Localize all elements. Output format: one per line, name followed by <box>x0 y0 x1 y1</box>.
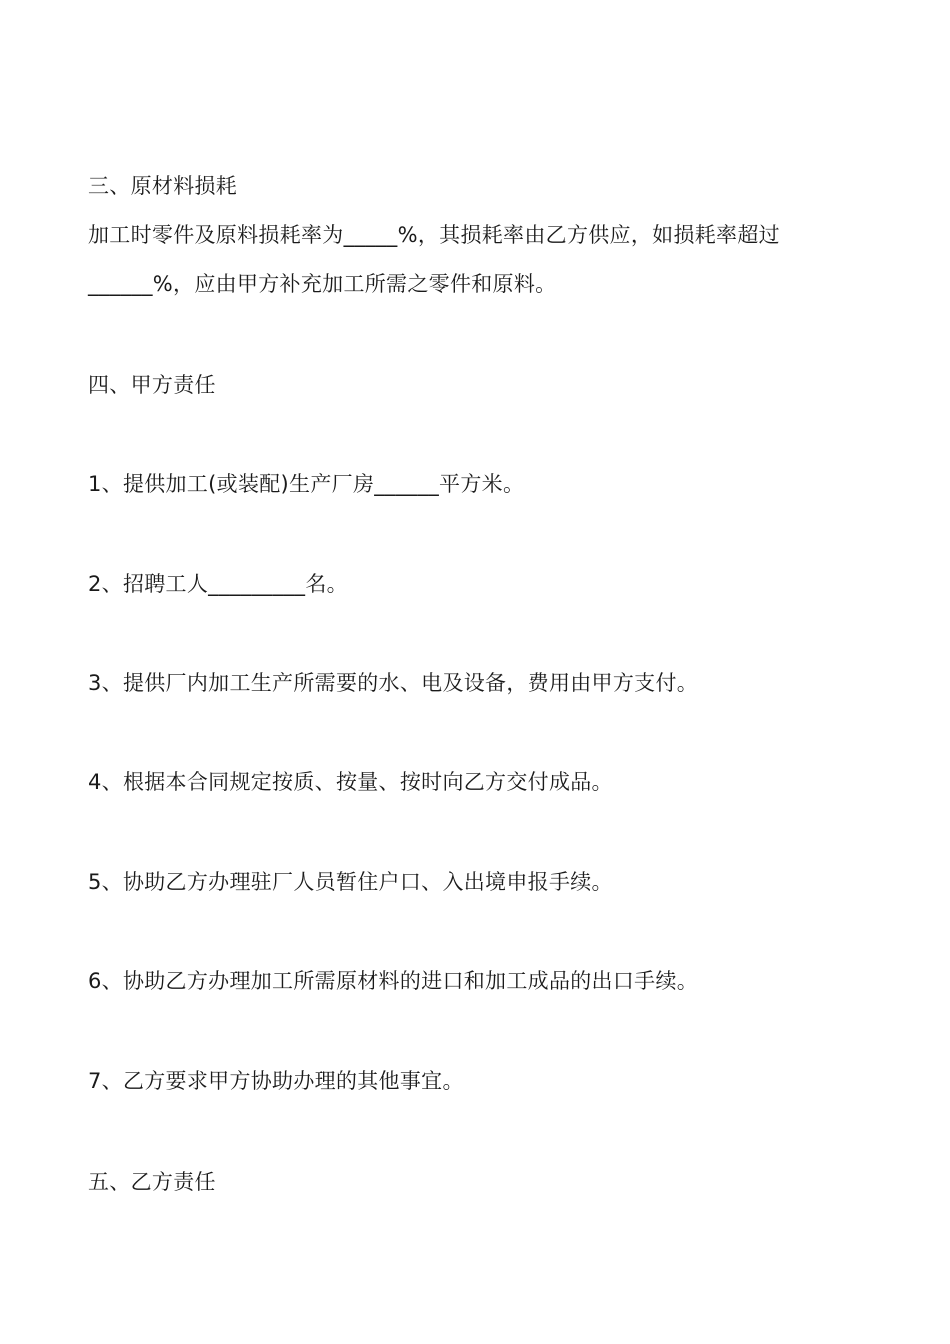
list-item-7: 7、乙方要求甲方协助办理的其他事宜。 <box>88 1069 464 1093</box>
list-item-4: 4、根据本合同规定按质、按量、按时向乙方交付成品。 <box>88 770 613 794</box>
list-item-1: 1、提供加工(或装配)生产厂房______平方米。 <box>88 472 525 496</box>
list-item-2: 2、招聘工人_________名。 <box>88 572 348 596</box>
list-item-3: 3、提供厂内加工生产所需要的水、电及设备，费用由甲方支付。 <box>88 671 699 695</box>
list-item-5: 5、协助乙方办理驻厂人员暂住户口、入出境申报手续。 <box>88 870 613 894</box>
section-heading-party-b-responsibility: 五、乙方责任 <box>88 1170 216 1194</box>
paragraph-loss-rate-line-1: 加工时零件及原料损耗率为_____%，其损耗率由乙方供应，如损耗率超过 <box>88 223 780 247</box>
list-item-6: 6、协助乙方办理加工所需原材料的进口和加工成品的出口手续。 <box>88 969 699 993</box>
paragraph-loss-rate-line-2: ______%，应由甲方补充加工所需之零件和原料。 <box>88 272 557 296</box>
section-heading-party-a-responsibility: 四、甲方责任 <box>88 373 216 397</box>
section-heading-raw-material-loss: 三、原材料损耗 <box>88 174 238 198</box>
